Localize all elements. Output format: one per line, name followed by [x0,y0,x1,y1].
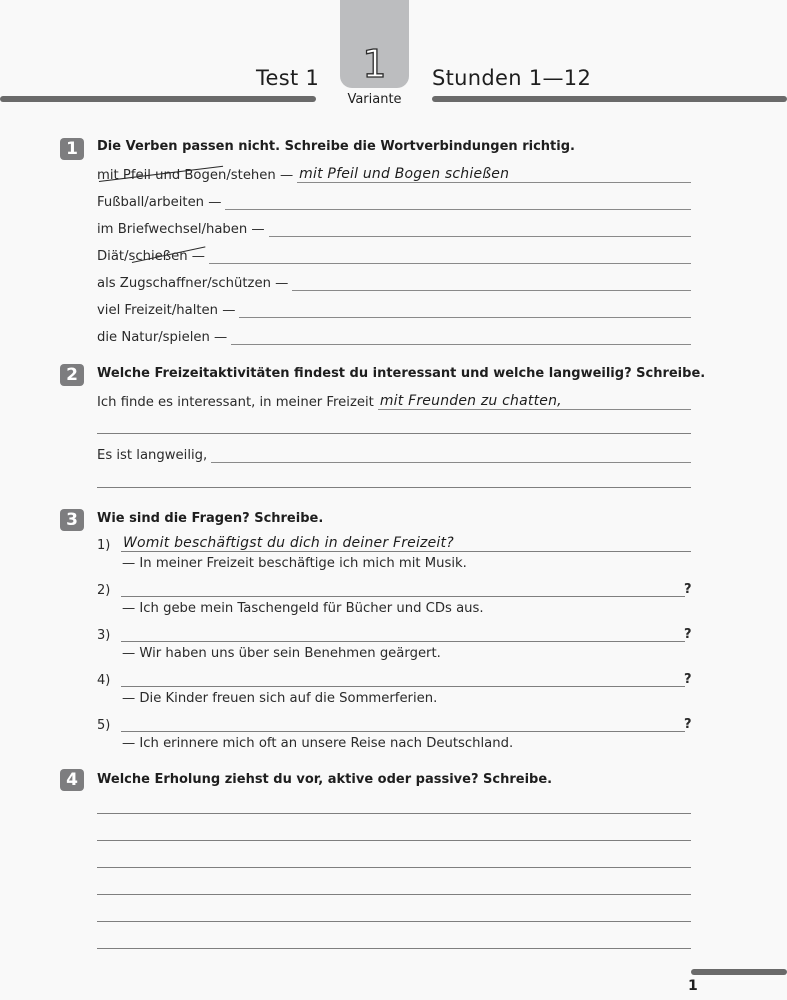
question-number: 4) [97,673,111,688]
question-mark: ? [684,582,692,597]
answer-line[interactable] [97,921,691,922]
exercise-1-row [97,217,691,237]
exercise-4-instruction: Welche Erholung ziehst du vor, aktive oder passive? Schreibe. [97,772,553,787]
question-line[interactable] [121,686,685,687]
exercise-3-instruction: Wie sind die Fragen? Schreibe. [97,511,324,526]
exercise-2-row [97,443,691,463]
answer-line[interactable] [292,274,691,291]
exercise-1-row [97,298,691,318]
exercise-3-badge: 3 [60,509,84,531]
exercise-1-row [97,190,691,210]
answer-line[interactable] [269,220,691,237]
question-number: 1) [97,538,111,553]
question-number: 3) [97,628,111,643]
row-prompt: als Zugschaffner/schützen — [97,276,289,291]
header-bar-left [0,96,316,102]
row-prompt: Diät/schießen — [97,249,205,264]
given-answer: — Wir haben uns über sein Benehmen geärgert. [122,646,441,661]
footer-bar [691,969,787,975]
answer-line[interactable] [225,193,691,210]
exercise-2-row [97,390,691,410]
row-prompt: Ich finde es interessant, in meiner Freizeit [97,395,374,410]
variant-label: Variante [347,92,402,107]
row-prompt: im Briefwechsel/haben — [97,222,265,237]
exercise-1-row [97,244,691,264]
question-mark: ? [684,717,692,732]
exercise-1-instruction: Die Verben passen nicht. Schreibe die Wortverbindungen richtig. [97,139,575,154]
answer-line[interactable] [211,446,691,463]
header-bar-right [432,96,787,102]
answer-line[interactable] [297,166,691,183]
given-answer: — Ich erinnere mich oft an unsere Reise nach Deutschland. [122,736,514,751]
given-answer: — In meiner Freizeit beschäftige ich mich mit Musik. [122,556,467,571]
question-mark: ? [684,672,692,687]
test-title: Test 1 [256,66,320,90]
row-prompt: mit Pfeil und Bogen/stehen — [97,168,294,183]
given-answer: — Ich gebe mein Taschengeld für Bücher und CDs aus. [122,601,484,616]
question-line[interactable] [121,731,685,732]
question-line[interactable] [121,641,685,642]
answer-line[interactable] [209,247,691,264]
question-line[interactable] [121,551,691,552]
handwritten-answer: mit Freunden zu chatten, [379,393,562,409]
row-prompt: viel Freizeit/halten — [97,303,236,318]
handwritten-answer: mit Pfeil und Bogen schießen [299,166,510,182]
exercise-1-row [97,163,691,183]
given-answer: — Die Kinder freuen sich auf die Sommerferien. [122,691,438,706]
row-prompt: Fußball/arbeiten — [97,195,222,210]
page-number: 1 [688,978,698,994]
lessons-title: Stunden 1—12 [432,66,592,90]
handwritten-question: Womit beschäftigst du dich in deiner Freizeit? [123,535,454,551]
exercise-1-row [97,271,691,291]
exercise-1-badge: 1 [60,138,84,160]
variant-number: 1 [362,42,387,86]
exercise-1-row [97,325,691,345]
answer-line[interactable] [231,328,691,345]
answer-line[interactable] [97,948,691,949]
answer-line[interactable] [97,867,691,868]
question-mark: ? [684,627,692,642]
answer-line[interactable] [97,433,691,434]
row-prompt: die Natur/spielen — [97,330,228,345]
answer-line[interactable] [97,813,691,814]
answer-line[interactable] [97,487,691,488]
exercise-4-badge: 4 [60,769,84,791]
question-number: 2) [97,583,111,598]
question-number: 5) [97,718,111,733]
row-prompt: Es ist langweilig, [97,448,208,463]
answer-line[interactable] [97,894,691,895]
exercise-2-instruction: Welche Freizeitaktivitäten findest du interessant und welche langweilig? Schreibe. [97,366,706,381]
exercise-2-badge: 2 [60,364,84,386]
answer-line[interactable] [378,393,691,410]
answer-line[interactable] [97,840,691,841]
answer-line[interactable] [239,301,691,318]
question-line[interactable] [121,596,685,597]
